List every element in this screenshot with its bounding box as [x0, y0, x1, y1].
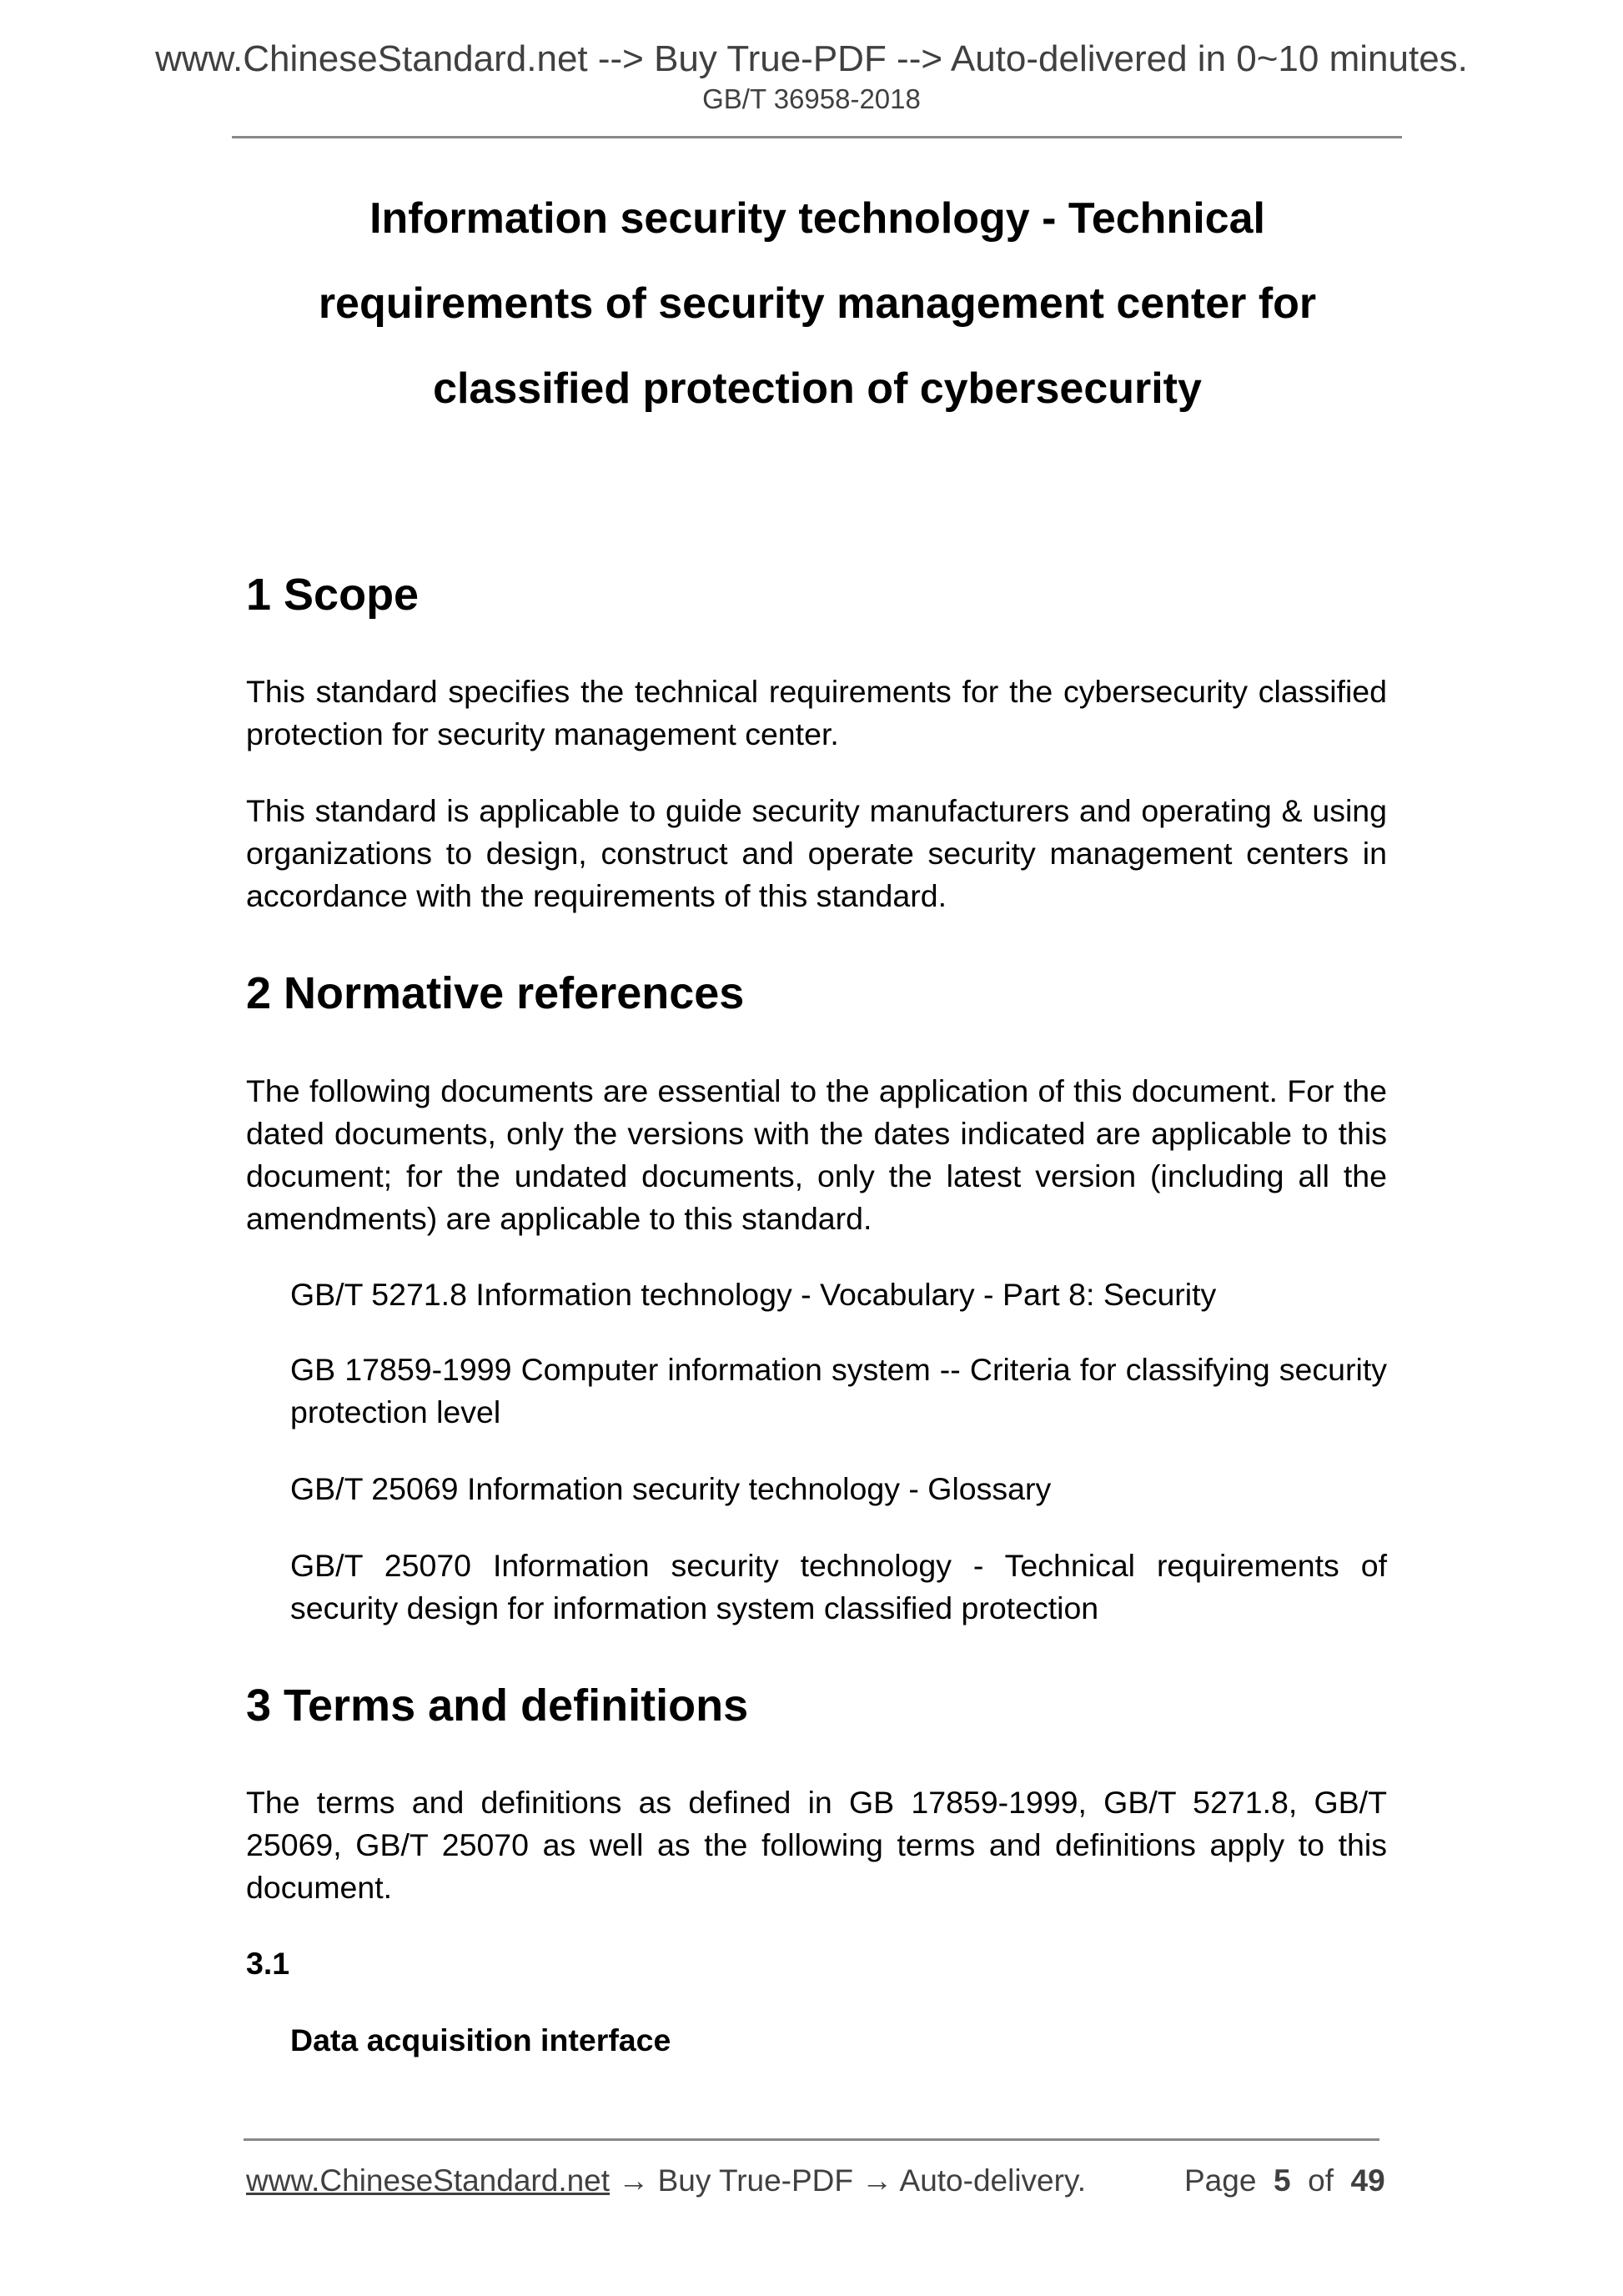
section-heading-scope: 1 Scope	[246, 570, 420, 620]
terms-paragraph: The terms and definitions as defined in GB 17859-1999, GB/T 5271.8, GB/T 25069, GB/T 25070 as well as the following terms and definitions apply to this document.	[246, 1785, 1387, 1905]
scope-paragraph-1: This standard specifies the technical requirements for the cybersecurity classified protection for security management center.	[246, 674, 1387, 751]
total-pages: 49	[1350, 2163, 1385, 2198]
standard-number: GB/T 36958-2018	[702, 83, 921, 114]
term-number: 3.1	[246, 1946, 290, 1981]
header-banner: www.ChineseStandard.net --> Buy True-PDF --> Auto-delivered in 0~10 minutes.	[155, 38, 1468, 79]
reference-item: GB/T 5271.8 Information technology - Vocabulary - Part 8: Security	[290, 1277, 1217, 1312]
term-name: Data acquisition interface	[290, 2022, 671, 2057]
current-page: 5	[1273, 2163, 1291, 2198]
reference-item: GB/T 25069 Information security technology - Glossary	[290, 1471, 1052, 1506]
normative-paragraph: The following documents are essential to the application of this document. For the dated documents, only the versions with the dates indicated are applicable to this document; for the undated documents, only the latest version (including all the amendments) are applicable to this standard.	[246, 1073, 1387, 1236]
page-indicator	[1184, 2160, 1385, 2202]
of-label: of	[1308, 2163, 1334, 2198]
section-heading-normative: 2 Normative references	[246, 968, 745, 1018]
section-heading-terms: 3 Terms and definitions	[246, 1681, 749, 1731]
reference-item: GB 17859-1999 Computer information system -- Criteria for classifying security protection level	[290, 1352, 1387, 1429]
scope-paragraph-2: This standard is applicable to guide security manufacturers and operating & using organizations to design, construct and operate security management centers in accordance with the requirements of this standard.	[246, 793, 1387, 913]
document-title: Information security technology - Technical requirements of security management center for classified protection of cybersecurity	[318, 194, 1317, 413]
header-divider	[232, 136, 1402, 138]
reference-item: GB/T 25070 Information security technology - Technical requirements of security design for information system classified protection	[290, 1548, 1387, 1625]
footer-link[interactable]: www.ChineseStandard.net	[246, 2163, 611, 2198]
footer-divider	[244, 2138, 1379, 2141]
page-label: Page	[1184, 2163, 1257, 2198]
footer-delivery-text: → Buy True-PDF → Auto-delivery.	[610, 2163, 1086, 2198]
footer-text	[246, 2160, 1086, 2202]
